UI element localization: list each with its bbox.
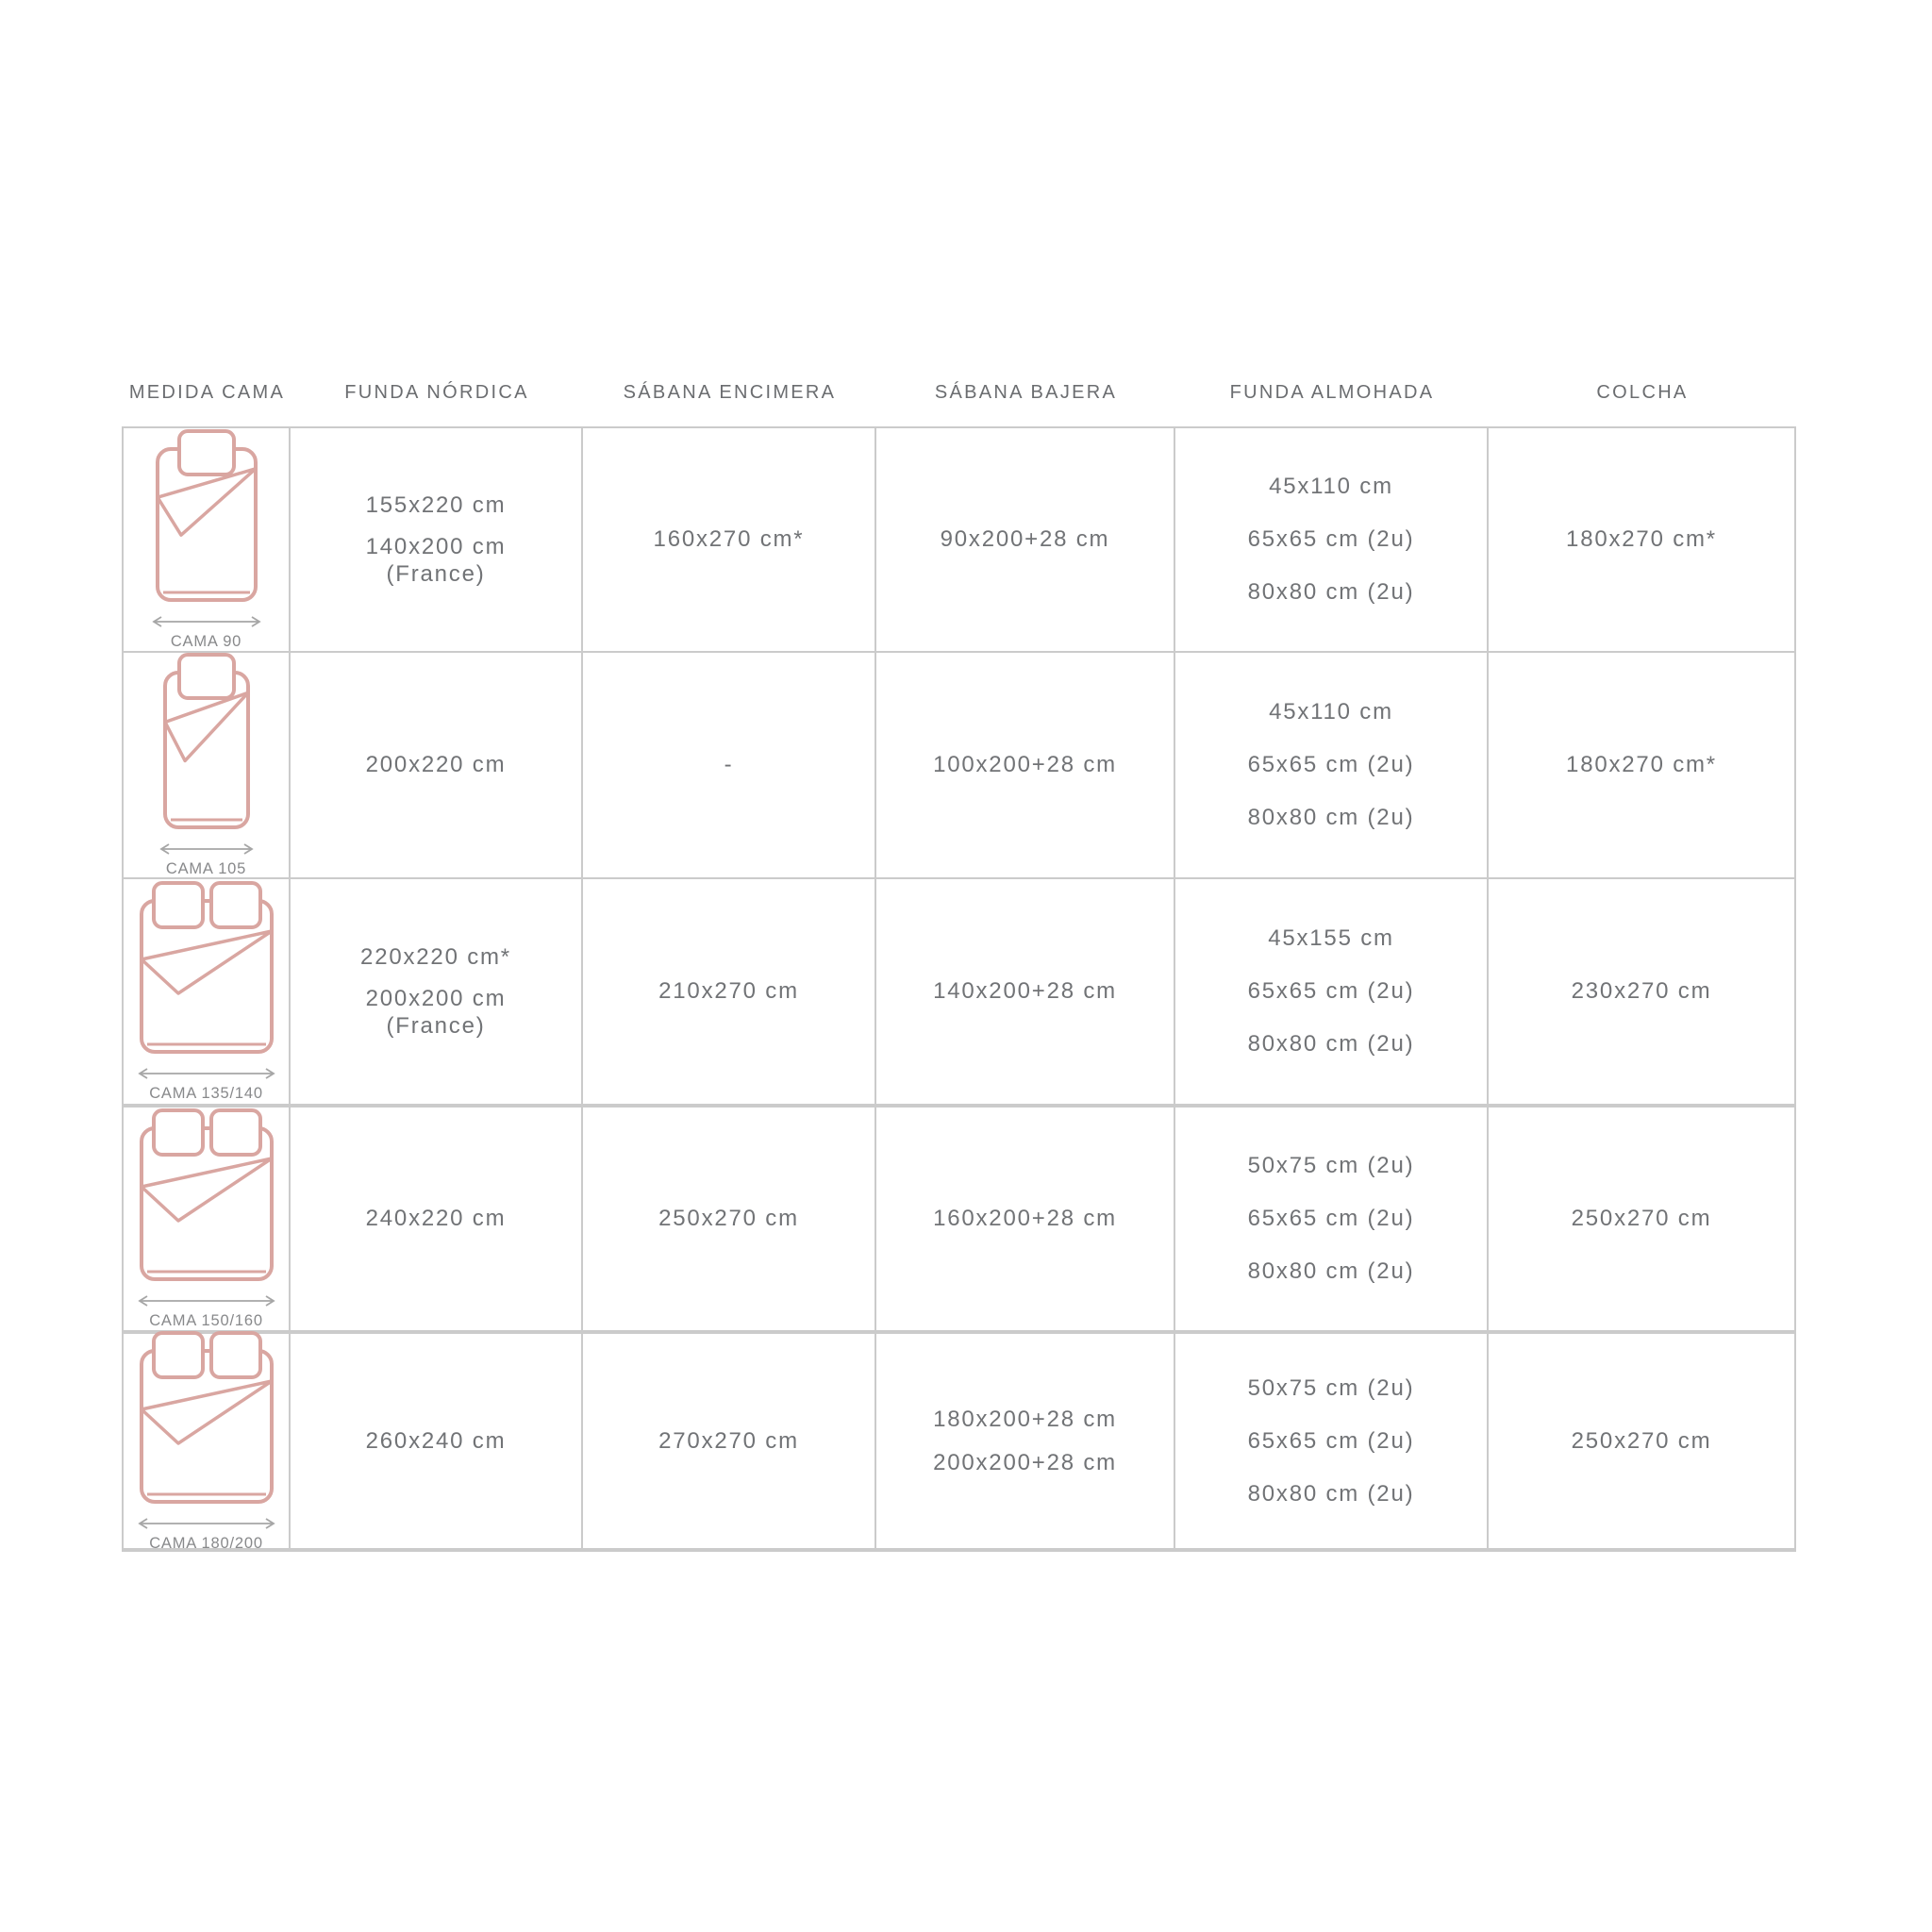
table-header-row: [122, 377, 1796, 426]
size-entry: [366, 1427, 507, 1456]
bed-width-arrow: [151, 615, 262, 628]
size-value: 180x270 cm*: [1566, 752, 1717, 777]
double-bed-icon: [136, 1330, 277, 1507]
cell-funda-almohada: [1175, 1334, 1489, 1548]
cell-funda-nordica: [291, 879, 583, 1104]
single-bed-icon: [158, 652, 256, 833]
width-arrow-icon: [137, 1517, 276, 1530]
size-entry: [933, 1449, 1117, 1477]
size-entry: [1269, 698, 1393, 726]
size-entry: [1248, 525, 1415, 554]
size-value: 180x200+28 cm: [933, 1406, 1117, 1432]
size-value: 50x75 cm (2u): [1247, 1153, 1415, 1178]
size-value: 80x80 cm (2u): [1247, 1031, 1415, 1057]
cell-sabana-encimera: [583, 1334, 876, 1548]
table-row: [124, 879, 1796, 1108]
cell-bed: [124, 653, 291, 877]
size-value: 270x270 cm: [658, 1427, 799, 1454]
size-value: 180x270 cm*: [1566, 526, 1717, 552]
size-entry: [366, 491, 507, 520]
cell-bed: [124, 428, 291, 651]
bedding-size-chart: [122, 377, 1796, 1552]
bed-illustration: [136, 880, 277, 1103]
size-value: 65x65 cm (2u): [1247, 1206, 1415, 1231]
size-entry: [1248, 1152, 1415, 1180]
cell-bed: [124, 879, 291, 1104]
single-bed-icon: [150, 428, 263, 606]
size-value: 250x270 cm: [1571, 1427, 1712, 1454]
bed-size-label: CAMA 135/140: [149, 1085, 263, 1102]
double-bed-icon: [136, 1108, 277, 1285]
size-entry: [654, 525, 805, 554]
size-entry: [933, 977, 1117, 1006]
cell-funda-nordica: [291, 1334, 583, 1548]
size-entry: [1248, 1030, 1415, 1058]
size-value: 45x110 cm: [1269, 474, 1393, 499]
size-entry: [933, 751, 1117, 779]
bed-size-label: CAMA 150/160: [149, 1312, 263, 1329]
bed-illustration: [136, 1330, 277, 1553]
cell-sabana-encimera: [583, 653, 876, 877]
cell-colcha: [1489, 653, 1796, 877]
size-entry: [658, 1205, 799, 1233]
size-value: 45x155 cm: [1268, 925, 1394, 951]
size-entry: [658, 1427, 799, 1456]
column-header-colcha: COLCHA: [1596, 382, 1689, 403]
size-value: 250x270 cm: [1571, 1206, 1712, 1231]
column-header-bed: MEDIDA CAMA: [128, 382, 286, 403]
double-bed-icon: [136, 880, 277, 1058]
cell-funda-nordica: [291, 1108, 583, 1330]
size-value: 200x200+28 cm: [933, 1449, 1117, 1475]
size-entry: [1248, 1374, 1415, 1403]
cell-sabana-encimera: [583, 879, 876, 1104]
cell-sabana-encimera: [583, 1108, 876, 1330]
size-value: 200x220 cm: [365, 752, 507, 777]
column-header-sabana-bajera: SÁBANA BAJERA: [934, 382, 1118, 403]
table-row: [124, 653, 1796, 879]
size-value: 200x200 cm: [365, 986, 507, 1011]
size-entry: [658, 977, 799, 1006]
size-entry: [366, 533, 507, 588]
size-value: 80x80 cm (2u): [1247, 1480, 1415, 1507]
column-header-funda-nordica: FUNDA NÓRDICA: [344, 382, 529, 403]
size-value: 80x80 cm (2u): [1247, 805, 1415, 830]
size-value: 45x110 cm: [1269, 699, 1393, 724]
size-entry: [1248, 751, 1415, 779]
size-value: 65x65 cm (2u): [1247, 1427, 1415, 1454]
bed-size-label: CAMA 90: [170, 633, 242, 650]
size-entry: [1248, 1427, 1415, 1456]
bed-width-arrow: [137, 1067, 276, 1080]
bed-illustration: [136, 1108, 277, 1330]
width-arrow-icon: [137, 1067, 276, 1080]
size-entry: [1268, 924, 1394, 953]
width-arrow-icon: [158, 842, 255, 856]
bed-width-arrow: [158, 842, 255, 856]
cell-colcha: [1489, 428, 1796, 651]
cell-sabana-bajera: [876, 1108, 1175, 1330]
cell-colcha: [1489, 1334, 1796, 1548]
size-entry: [366, 751, 507, 779]
table-row: [124, 428, 1796, 653]
cell-bed: [124, 1334, 291, 1552]
size-value: 160x270 cm*: [653, 526, 805, 552]
size-entry: [1572, 977, 1712, 1006]
cell-funda-almohada: [1175, 428, 1489, 651]
size-value: 140x200+28 cm: [933, 978, 1117, 1004]
cell-colcha: [1489, 879, 1796, 1104]
size-value: (France): [386, 1013, 486, 1039]
cell-funda-nordica: [291, 653, 583, 877]
size-entry: [1566, 525, 1717, 554]
bed-width-arrow: [137, 1517, 276, 1530]
size-value: 140x200 cm: [365, 534, 507, 559]
cell-sabana-bajera: [876, 428, 1175, 651]
bed-illustration: [158, 652, 256, 878]
size-entry: [724, 751, 734, 779]
size-value: 50x75 cm (2u): [1247, 1374, 1415, 1401]
size-value: -: [724, 752, 734, 777]
size-entry: [366, 985, 507, 1040]
size-entry: [1572, 1427, 1712, 1456]
size-value: 230x270 cm: [1571, 978, 1712, 1004]
size-value: (France): [386, 561, 486, 587]
cell-funda-nordica: [291, 428, 583, 651]
size-entry: [1248, 804, 1415, 832]
size-value: 240x220 cm: [365, 1206, 507, 1231]
size-value: 155x220 cm: [365, 492, 507, 518]
size-value: 90x200+28 cm: [940, 526, 1110, 552]
size-entry: [1248, 1480, 1415, 1508]
cell-sabana-bajera: [876, 1334, 1175, 1548]
size-value: 80x80 cm (2u): [1247, 579, 1415, 605]
cell-funda-almohada: [1175, 1108, 1489, 1330]
size-value: 65x65 cm (2u): [1247, 978, 1415, 1004]
size-entry: [1248, 1205, 1415, 1233]
width-arrow-icon: [151, 615, 262, 628]
table-row: [124, 1108, 1796, 1334]
cell-funda-almohada: [1175, 653, 1489, 877]
cell-colcha: [1489, 1108, 1796, 1330]
size-value: 65x65 cm (2u): [1247, 526, 1415, 552]
bed-size-label: CAMA 180/200: [149, 1534, 263, 1552]
bed-illustration: [150, 428, 263, 651]
cell-sabana-encimera: [583, 428, 876, 651]
size-entry: [933, 1406, 1117, 1434]
table-row: [124, 1334, 1796, 1552]
cell-funda-almohada: [1175, 879, 1489, 1104]
size-entry: [366, 1205, 507, 1233]
size-value: 210x270 cm: [658, 978, 799, 1004]
bed-size-label: CAMA 105: [165, 860, 247, 877]
size-value: 160x200+28 cm: [933, 1206, 1117, 1231]
cell-sabana-bajera: [876, 653, 1175, 877]
size-value: 65x65 cm (2u): [1247, 752, 1415, 777]
size-value: 220x220 cm*: [360, 944, 511, 970]
size-value: 100x200+28 cm: [933, 752, 1117, 777]
bed-width-arrow: [137, 1294, 276, 1307]
column-header-sabana-encimera: SÁBANA ENCIMERA: [623, 382, 837, 403]
cell-sabana-bajera: [876, 879, 1175, 1104]
size-entry: [933, 1205, 1117, 1233]
size-entry: [1248, 578, 1415, 607]
size-entry: [1572, 1205, 1712, 1233]
size-value: 260x240 cm: [365, 1427, 507, 1454]
size-value: 250x270 cm: [658, 1206, 799, 1231]
size-entry: [1269, 473, 1393, 501]
size-entry: [1566, 751, 1717, 779]
size-entry: [1248, 977, 1415, 1006]
size-entry: [941, 525, 1110, 554]
width-arrow-icon: [137, 1294, 276, 1307]
size-value: 80x80 cm (2u): [1247, 1258, 1415, 1284]
size-entry: [1248, 1257, 1415, 1286]
size-table: [122, 426, 1796, 1552]
size-entry: [360, 943, 511, 972]
column-header-funda-almohada: FUNDA ALMOHADA: [1229, 382, 1435, 403]
cell-bed: [124, 1108, 291, 1330]
